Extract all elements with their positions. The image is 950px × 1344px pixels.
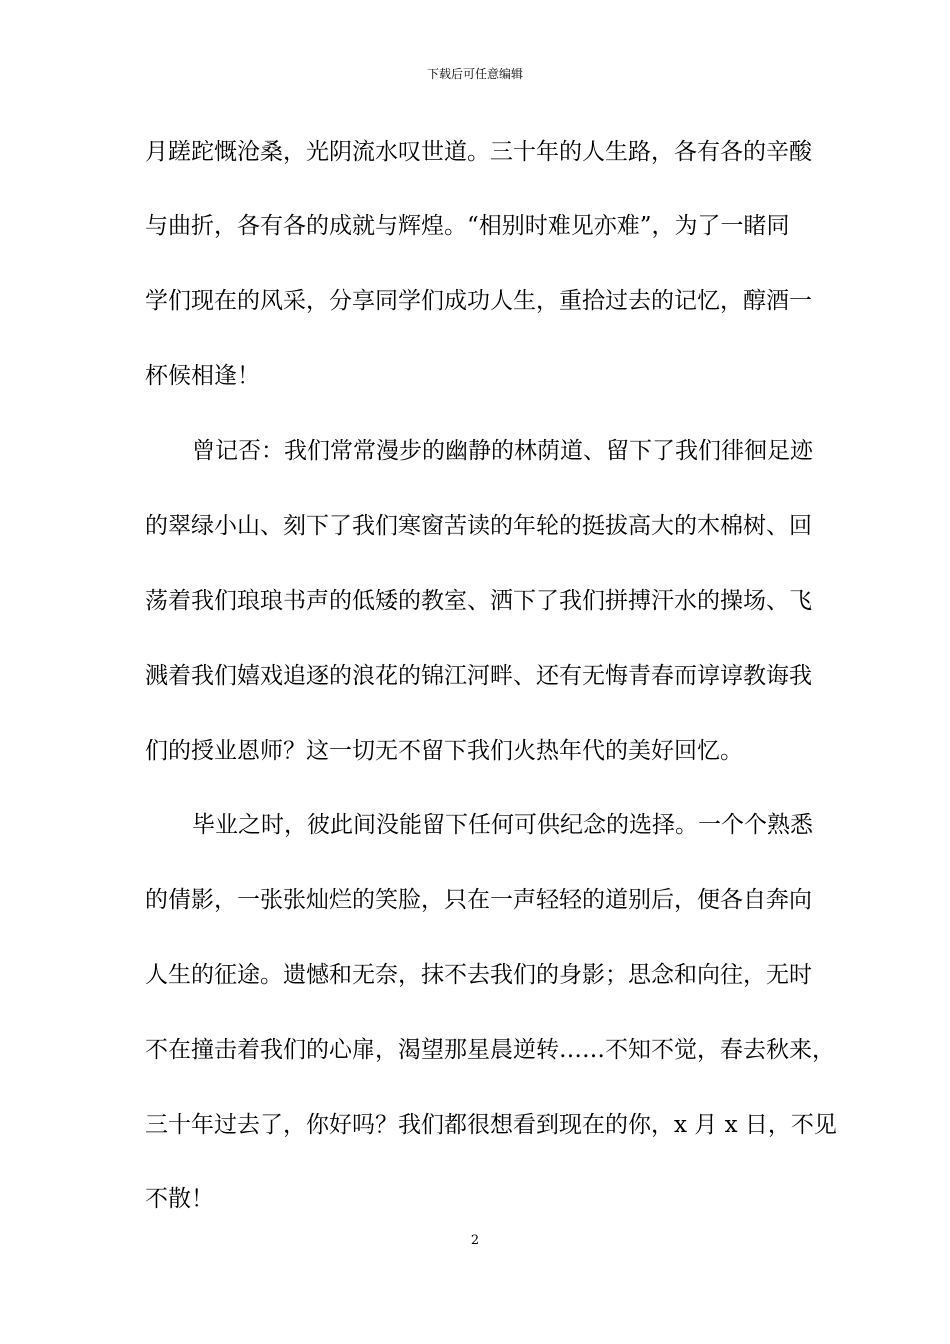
paragraph-2-line-4: 溅着我们嬉戏追逐的浪花的锦江河畔、还有无悔青春而谆谆教诲我 <box>145 663 812 689</box>
paragraph-1-line-4: 杯候相逢！ <box>145 363 260 389</box>
paragraph-2-line-5: 们的授业恩师？这一切无不留下我们火热年代的美好回忆。 <box>145 738 743 764</box>
paragraph-3-line-5: 三十年过去了，你好吗？我们都很想看到现在的你，x 月 x 日，不见 <box>145 1112 837 1138</box>
paragraph-3-line-3: 人生的征途。遗憾和无奈，抹不去我们的身影；思念和向往，无时 <box>145 962 812 988</box>
paragraph-1-line-2: 与曲折，各有各的成就与辉煌。“相别时难见亦难”，为了一睹同 <box>145 213 790 239</box>
paragraph-2-line-3: 荡着我们琅琅书声的低矮的教室、洒下了我们拼搏汗水的操场、飞 <box>145 588 812 614</box>
paragraph-3-line-1: 毕业之时，彼此间没能留下任何可供纪念的选择。一个个熟悉 <box>192 812 813 838</box>
page-header: 下载后可任意编辑 <box>426 67 523 81</box>
paragraph-3-line-4: 不在撞击着我们的心扉，渴望那星晨逆转……不知不觉，春去秋来， <box>145 1037 835 1063</box>
paragraph-3-line-6: 不散！ <box>145 1186 214 1212</box>
paragraph-1-line-1: 月蹉跎慨沧桑，光阴流水叹世道。三十年的人生路，各有各的辛酸 <box>145 139 812 165</box>
paragraph-2-line-1: 曾记否：我们常常漫步的幽静的林荫道、留下了我们徘徊足迹 <box>192 438 813 464</box>
page-number: 2 <box>470 1233 480 1248</box>
paragraph-1-line-3: 学们现在的风采，分享同学们成功人生，重拾过去的记忆，醇酒一 <box>145 288 812 314</box>
paragraph-2-line-2: 的翠绿小山、刻下了我们寒窗苦读的年轮的挺拔高大的木棉树、回 <box>145 513 812 539</box>
paragraph-3-line-2: 的倩影，一张张灿烂的笑脸，只在一声轻轻的道别后，便各自奔向 <box>145 887 812 913</box>
